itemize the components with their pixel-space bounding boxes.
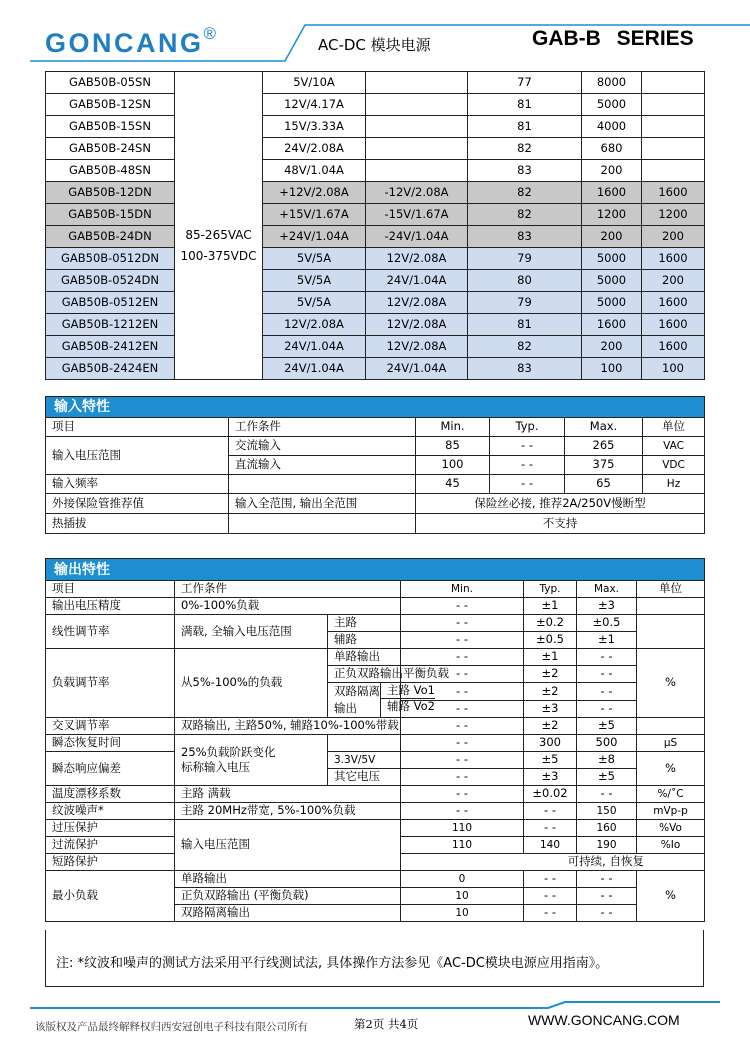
table-row	[46, 718, 705, 735]
fuse-value: 保险丝必接, 推荐2A/250V慢断型	[416, 494, 705, 514]
deviation-unit: %	[637, 752, 705, 786]
out-header-item: 项目	[46, 581, 175, 598]
model-table	[45, 71, 705, 380]
output-1: 5V/10A	[263, 72, 366, 94]
temp-coeff-label: 温度漂移系数	[46, 786, 175, 803]
output-1: 24V/2.08A	[263, 138, 366, 160]
output-1: 12V/2.08A	[263, 314, 366, 336]
footer-copyright: 该版权及产品最终解释权归西安冠创电子科技有限公司所有	[35, 1021, 308, 1033]
input-section-title: 输入特性	[46, 397, 705, 418]
output-1: +12V/2.08A	[263, 182, 366, 204]
model-name: GAB50B-24SN	[46, 138, 175, 160]
ac-condition: 交流输入	[229, 437, 416, 456]
accuracy-max: ±3	[577, 598, 637, 615]
table-row	[46, 871, 705, 888]
min-pn: 正负双路输出 (平衡负载)	[175, 888, 401, 905]
output-2: 12V/2.08A	[366, 248, 468, 270]
model-name: GAB50B-12SN	[46, 94, 175, 116]
load-reg-condition: 从5%-100%的负载	[175, 649, 328, 718]
capacitive-load-2: 1600	[642, 336, 705, 358]
load-vo2-typ: ±3	[524, 700, 577, 718]
model-row	[46, 270, 705, 292]
accuracy-label: 输出电压精度	[46, 598, 175, 615]
ocp-unit: %Io	[637, 837, 705, 854]
deviation-33-typ: ±5	[524, 752, 577, 769]
scp-label: 短路保护	[46, 854, 175, 871]
ovp-label: 过压保护	[46, 820, 175, 837]
output-2	[366, 160, 468, 182]
model-name: GAB50B-0512DN	[46, 248, 175, 270]
line-aux-max: ±1	[577, 632, 637, 649]
capacitive-load-2: 100	[642, 358, 705, 380]
hot-swap-value: 不支持	[416, 514, 705, 534]
load-vo1-max: - -	[577, 683, 637, 701]
min-pn-typ: - -	[524, 888, 577, 905]
header-max: Max.	[565, 418, 643, 437]
output-section-title: 输出特性	[46, 559, 705, 581]
model-name: GAB50B-05SN	[46, 72, 175, 94]
load-reg-label: 负载调节率	[46, 649, 175, 718]
table-row	[46, 598, 705, 615]
deviation-label: 瞬态响应偏差	[46, 752, 175, 786]
accuracy-min: - -	[401, 598, 524, 615]
input-voltage-range-label: 输入电压范围	[46, 437, 229, 475]
min-iso-typ: - -	[524, 905, 577, 922]
output-1: 5V/5A	[263, 248, 366, 270]
efficiency: 82	[468, 182, 582, 204]
output-2: 12V/2.08A	[366, 314, 468, 336]
model-row	[46, 94, 705, 116]
footer-page-number: 第2页 共4页	[354, 1017, 419, 1031]
output-1: 24V/1.04A	[263, 336, 366, 358]
line-aux-min: - -	[401, 632, 524, 649]
output-2: -15V/1.67A	[366, 204, 468, 226]
accuracy-unit	[637, 598, 705, 615]
capacitive-load-1: 5000	[582, 270, 642, 292]
model-row	[46, 72, 705, 94]
freq-max: 65	[565, 475, 643, 494]
model-name: GAB50B-2412EN	[46, 336, 175, 358]
table-row	[46, 752, 705, 769]
load-single: 单路输出	[328, 649, 401, 666]
capacitive-load-1: 200	[582, 160, 642, 182]
temp-typ: ±0.02	[524, 786, 577, 803]
output-spec-table-body	[45, 580, 705, 922]
footnote: 注: *纹波和噪声的测试方法采用平行线测试法, 具体操作方法参见《AC-DC模块电源应用指南》。	[45, 930, 704, 987]
output-2	[366, 72, 468, 94]
capacitive-load-1: 200	[582, 336, 642, 358]
out-header-unit: 单位	[637, 581, 705, 598]
line-main-max: ±0.5	[577, 615, 637, 632]
line-aux: 辅路	[328, 632, 401, 649]
temp-unit: %/˚C	[637, 786, 705, 803]
line-reg-condition: 满载, 全输入电压范围	[175, 615, 328, 649]
footer-website: WWW.GONCANG.COM	[528, 1012, 680, 1028]
efficiency: 77	[468, 72, 582, 94]
capacitive-load-2: 1600	[642, 182, 705, 204]
capacitive-load-2: 1200	[642, 204, 705, 226]
output-2	[366, 116, 468, 138]
ovp-typ: - -	[524, 820, 577, 837]
capacitive-load-1: 4000	[582, 116, 642, 138]
footer-line	[30, 1002, 720, 1008]
min-single-typ: - -	[524, 871, 577, 888]
recovery-typ: 300	[524, 735, 577, 752]
ocp-min: 110	[401, 837, 524, 854]
model-name: GAB50B-15SN	[46, 116, 175, 138]
ripple-label: 纹波噪声*	[46, 803, 175, 820]
deviation-33-max: ±8	[577, 752, 637, 769]
deviation-other: 其它电压	[328, 769, 401, 786]
transient-condition	[175, 735, 328, 786]
cross-typ: ±2	[524, 718, 577, 735]
cross-max: ±5	[577, 718, 637, 735]
load-pn-max: - -	[577, 666, 637, 683]
ripple-typ: - -	[524, 803, 577, 820]
capacitive-load-2	[642, 72, 705, 94]
recovery-max: 500	[577, 735, 637, 752]
min-iso-min: 10	[401, 905, 524, 922]
model-row	[46, 226, 705, 248]
model-name: GAB50B-24DN	[46, 226, 175, 248]
out-header-typ: Typ.	[524, 581, 577, 598]
input-range-dc: 100-375VDC	[180, 248, 257, 263]
table-row	[46, 786, 705, 803]
fuse-label: 外接保险管推荐值	[46, 494, 229, 514]
capacitive-load-1: 5000	[582, 94, 642, 116]
model-row	[46, 116, 705, 138]
model-name: GAB50B-0524DN	[46, 270, 175, 292]
dc-typ: - -	[490, 456, 565, 475]
model-row	[46, 182, 705, 204]
line-main-min: - -	[401, 615, 524, 632]
header-typ: Typ.	[490, 418, 565, 437]
ac-unit: VAC	[643, 437, 705, 456]
model-name: GAB50B-48SN	[46, 160, 175, 182]
model-name: GAB50B-1212EN	[46, 314, 175, 336]
efficiency: 80	[468, 270, 582, 292]
capacitive-load-2: 1600	[642, 292, 705, 314]
deviation-33-min: - -	[401, 752, 524, 769]
table-row	[46, 615, 705, 632]
dc-min: 100	[416, 456, 490, 475]
min-single-max: - -	[577, 871, 637, 888]
efficiency: 82	[468, 138, 582, 160]
line-reg-label: 线性调节率	[46, 615, 175, 649]
input-range	[175, 72, 263, 380]
output-2: 12V/2.08A	[366, 292, 468, 314]
capacitive-load-1: 200	[582, 226, 642, 248]
efficiency: 79	[468, 248, 582, 270]
output-1: +15V/1.67A	[263, 204, 366, 226]
transient-condition-1: 25%负载阶跃变化	[181, 745, 276, 760]
output-2: 24V/1.04A	[366, 358, 468, 380]
load-pn: 正负双路输出平衡负载	[328, 666, 401, 683]
capacitive-load-1: 8000	[582, 72, 642, 94]
output-spec-table	[45, 558, 705, 581]
line-unit	[637, 615, 705, 649]
header-item: 项目	[46, 418, 229, 437]
model-row	[46, 292, 705, 314]
freq-min: 45	[416, 475, 490, 494]
line-main: 主路	[328, 615, 401, 632]
model-row	[46, 358, 705, 380]
capacitive-load-1: 5000	[582, 292, 642, 314]
ripple-unit: mVp-p	[637, 803, 705, 820]
output-1: +24V/1.04A	[263, 226, 366, 248]
capacitive-load-2: 200	[642, 270, 705, 292]
output-2	[366, 94, 468, 116]
model-row	[46, 160, 705, 182]
recovery-unit: μS	[637, 735, 705, 752]
scp-value: 可持续, 自恢复	[401, 854, 705, 871]
capacitive-load-2	[642, 94, 705, 116]
efficiency: 81	[468, 94, 582, 116]
min-pn-max: - -	[577, 888, 637, 905]
table-row	[46, 820, 705, 837]
accuracy-condition: 0%-100%负载	[175, 598, 401, 615]
recovery-min: - -	[401, 735, 524, 752]
dc-condition: 直流输入	[229, 456, 416, 475]
efficiency: 81	[468, 314, 582, 336]
load-iso-label-a: 双路隔离	[334, 683, 380, 698]
deviation-33: 3.3V/5V	[328, 752, 401, 769]
capacitive-load-1: 1200	[582, 204, 642, 226]
ac-min: 85	[416, 437, 490, 456]
model-name: GAB50B-0512EN	[46, 292, 175, 314]
capacitive-load-1: 1600	[582, 314, 642, 336]
load-vo2: 辅路 Vo2	[387, 699, 435, 714]
min-iso: 双路隔离输出	[175, 905, 401, 922]
output-1: 24V/1.04A	[263, 358, 366, 380]
transient-condition-2: 标称输入电压	[181, 760, 250, 774]
line-aux-typ: ±0.5	[524, 632, 577, 649]
efficiency: 82	[468, 336, 582, 358]
load-vo1-typ: ±2	[524, 683, 577, 701]
model-name: GAB50B-15DN	[46, 204, 175, 226]
recovery-label: 瞬态恢复时间	[46, 735, 175, 752]
out-header-condition: 工作条件	[175, 581, 401, 598]
ocp-max: 190	[577, 837, 637, 854]
protection-condition: 输入电压范围	[175, 820, 401, 871]
model-name: GAB50B-2424EN	[46, 358, 175, 380]
input-range-ac: 85-265VAC	[185, 228, 252, 243]
load-single-typ: ±1	[524, 649, 577, 666]
deviation-other-min: - -	[401, 769, 524, 786]
load-single-max: - -	[577, 649, 637, 666]
capacitive-load-1: 5000	[582, 248, 642, 270]
deviation-other-typ: ±3	[524, 769, 577, 786]
output-2: -12V/2.08A	[366, 182, 468, 204]
min-single-min: 0	[401, 871, 524, 888]
output-2: 24V/1.04A	[366, 270, 468, 292]
ovp-min: 110	[401, 820, 524, 837]
header-unit: 单位	[643, 418, 705, 437]
ovp-unit: %Vo	[637, 820, 705, 837]
output-2	[366, 138, 468, 160]
load-pn-typ: ±2	[524, 666, 577, 683]
capacitive-load-2	[642, 160, 705, 182]
output-2: -24V/1.04A	[366, 226, 468, 248]
header-subtitle: AC-DC 模块电源	[318, 36, 431, 54]
load-unit: %	[637, 649, 705, 718]
table-row	[46, 649, 705, 666]
company-logo: GONCANG®	[45, 24, 217, 58]
cross-reg-label: 交叉调节率	[46, 718, 175, 735]
accuracy-typ: ±1	[524, 598, 577, 615]
output-2: 12V/2.08A	[366, 336, 468, 358]
capacitive-load-1: 100	[582, 358, 642, 380]
efficiency: 83	[468, 358, 582, 380]
fuse-condition: 输入全范围, 输出全范围	[229, 494, 416, 514]
capacitive-load-2: 200	[642, 226, 705, 248]
freq-typ: - -	[490, 475, 565, 494]
ocp-typ: 140	[524, 837, 577, 854]
load-vo1-min: - -	[401, 683, 524, 701]
dc-max: 375	[565, 456, 643, 475]
capacitive-load-1: 680	[582, 138, 642, 160]
capacitive-load-2	[642, 138, 705, 160]
ocp-label: 过流保护	[46, 837, 175, 854]
line-main-typ: ±0.2	[524, 615, 577, 632]
load-vo2-min: - -	[401, 700, 524, 718]
min-pn-min: 10	[401, 888, 524, 905]
output-1: 5V/5A	[263, 270, 366, 292]
model-row	[46, 314, 705, 336]
efficiency: 82	[468, 204, 582, 226]
model-row	[46, 138, 705, 160]
ripple-condition: 主路 20MHz带宽, 5%-100%负载	[175, 803, 401, 820]
min-iso-max: - -	[577, 905, 637, 922]
ripple-min: - -	[401, 803, 524, 820]
load-iso-label-b: 输出	[334, 700, 357, 715]
min-load-label: 最小负载	[46, 871, 175, 922]
header-condition: 工作条件	[229, 418, 416, 437]
temp-coeff-condition: 主路 满载	[175, 786, 401, 803]
capacitive-load-2	[642, 116, 705, 138]
model-name: GAB50B-12DN	[46, 182, 175, 204]
temp-min: - -	[401, 786, 524, 803]
cross-min: - -	[401, 718, 524, 735]
ac-typ: - -	[490, 437, 565, 456]
header-min: Min.	[416, 418, 490, 437]
model-row	[46, 248, 705, 270]
deviation-other-max: ±5	[577, 769, 637, 786]
table-row	[46, 803, 705, 820]
dc-unit: VDC	[643, 456, 705, 475]
load-iso-label	[328, 683, 381, 717]
output-1: 12V/4.17A	[263, 94, 366, 116]
load-pn-min: - -	[401, 666, 524, 683]
efficiency: 83	[468, 226, 582, 248]
load-vo1: 主路 Vo1	[381, 683, 435, 699]
hot-swap-label: 热插拔	[46, 514, 229, 534]
model-row	[46, 336, 705, 358]
capacitive-load-1: 1600	[582, 182, 642, 204]
table-row	[46, 735, 705, 752]
input-spec-table	[45, 396, 705, 534]
cross-reg-condition: 双路输出, 主路50%, 辅路10%-100%带载	[175, 718, 401, 735]
capacitive-load-2: 1600	[642, 314, 705, 336]
recovery-sub	[328, 735, 401, 752]
series-title: GAB-B SERIES	[532, 27, 694, 50]
output-1: 48V/1.04A	[263, 160, 366, 182]
efficiency: 83	[468, 160, 582, 182]
out-header-max: Max.	[577, 581, 637, 598]
freq-unit: Hz	[643, 475, 705, 494]
min-unit: %	[637, 871, 705, 922]
model-row	[46, 204, 705, 226]
ovp-max: 160	[577, 820, 637, 837]
output-1: 5V/5A	[263, 292, 366, 314]
temp-max: - -	[577, 786, 637, 803]
efficiency: 79	[468, 292, 582, 314]
output-1: 15V/3.33A	[263, 116, 366, 138]
cross-unit	[637, 718, 705, 735]
out-header-min: Min.	[401, 581, 524, 598]
min-single: 单路输出	[175, 871, 401, 888]
load-single-min: - -	[401, 649, 524, 666]
load-iso	[328, 683, 435, 718]
ac-max: 265	[565, 437, 643, 456]
freq-label: 输入频率	[46, 475, 229, 494]
capacitive-load-2: 1600	[642, 248, 705, 270]
efficiency: 81	[468, 116, 582, 138]
ripple-max: 150	[577, 803, 637, 820]
load-vo2-max: - -	[577, 700, 637, 718]
